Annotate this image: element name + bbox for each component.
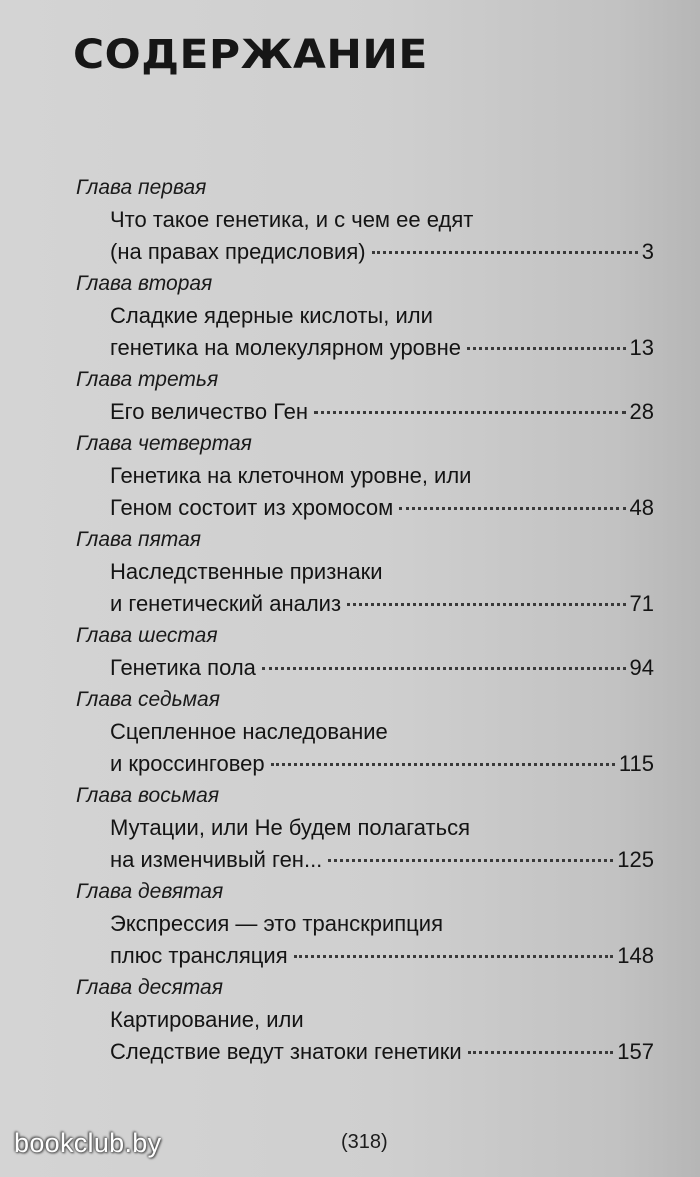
- chapter-title-line: Следствие ведут знатоки генетики: [110, 1039, 462, 1064]
- dot-leader: [271, 763, 615, 766]
- chapter-title-line: Его величество Ген: [110, 399, 309, 424]
- chapter-label: Глава шестая: [76, 624, 218, 647]
- chapter-page-number: 157: [617, 1039, 654, 1064]
- chapter-label: Глава девятая: [76, 880, 224, 903]
- chapter-title-row: [110, 332, 654, 364]
- chapter-entry: [110, 812, 654, 876]
- chapter-label: Глава четвертая: [76, 432, 252, 455]
- chapter-title-line: Генетика пола: [110, 655, 256, 680]
- dot-leader: [328, 859, 613, 862]
- chapter-title-row: [110, 492, 654, 524]
- chapter-title-row: [110, 844, 654, 876]
- chapter-label: Глава десятая: [76, 976, 223, 999]
- page-number: (318): [341, 1131, 388, 1153]
- toc-chapter: [74, 780, 654, 876]
- chapter-title-line: Что такое генетика, и с чем ее едят: [110, 207, 474, 232]
- toc-chapter: [74, 620, 654, 684]
- chapter-title-line: плюс трансляция: [110, 943, 288, 968]
- chapter-label: Глава первая: [76, 176, 207, 199]
- chapter-page-number: 48: [629, 495, 654, 520]
- chapter-title-line: Мутации, или Не будем полагаться: [110, 815, 470, 840]
- toc-chapter: [74, 172, 654, 268]
- chapter-title-row: [110, 588, 654, 620]
- chapter-title-row: [110, 940, 654, 972]
- chapter-page-number: 3: [641, 239, 654, 264]
- toc-chapter: [74, 684, 654, 780]
- chapter-title-line: Геном состоит из хромосом: [110, 495, 394, 520]
- chapter-title-line: и кроссинговер: [110, 751, 265, 776]
- chapter-title-line: генетика на молекулярном уровне: [110, 335, 461, 360]
- dot-leader: [372, 251, 638, 254]
- dot-leader: [468, 1051, 614, 1054]
- chapter-entry: [110, 716, 654, 780]
- page-title: СОДЕРЖАНИЕ: [73, 32, 428, 78]
- table-of-contents: [74, 172, 654, 1068]
- chapter-entry: [110, 1004, 654, 1068]
- chapter-page-number: 71: [629, 591, 654, 616]
- chapter-label: Глава седьмая: [76, 688, 220, 711]
- toc-chapter: [74, 268, 654, 364]
- toc-chapter: [74, 972, 654, 1068]
- chapter-title-row: [110, 1036, 654, 1068]
- toc-chapter: [74, 876, 654, 972]
- chapter-title-row: [110, 748, 654, 780]
- dot-leader: [399, 507, 625, 510]
- chapter-title-line: Экспрессия — это транскрипция: [110, 911, 443, 936]
- chapter-page-number: 125: [617, 847, 654, 872]
- chapter-title-line: Наследственные признаки: [110, 559, 383, 584]
- chapter-entry: [110, 652, 654, 684]
- chapter-page-number: 13: [629, 335, 654, 360]
- toc-chapter: [74, 364, 654, 428]
- chapter-title-row: [110, 396, 654, 428]
- site-watermark: bookclub.by: [14, 1128, 162, 1158]
- chapter-title-row: [110, 236, 654, 268]
- chapter-title-line: и генетический анализ: [110, 591, 342, 616]
- dot-leader: [294, 955, 614, 958]
- chapter-title-line: Сладкие ядерные кислоты, или: [110, 303, 433, 328]
- toc-chapter: [74, 524, 654, 620]
- chapter-entry: [110, 396, 654, 428]
- chapter-page-number: 115: [618, 751, 654, 776]
- dot-leader: [314, 411, 625, 414]
- chapter-entry: [110, 908, 654, 972]
- dot-leader: [347, 603, 625, 606]
- dot-leader: [467, 347, 626, 350]
- chapter-label: Глава восьмая: [76, 784, 220, 807]
- chapter-label: Глава пятая: [76, 528, 201, 551]
- chapter-entry: [110, 556, 654, 620]
- chapter-page-number: 28: [629, 399, 654, 424]
- chapter-title-line: (на правах предисловия): [110, 239, 366, 264]
- chapter-title-line: Сцепленное наследование: [110, 719, 388, 744]
- chapter-title-row: [110, 652, 654, 684]
- chapter-label: Глава третья: [76, 368, 219, 391]
- chapter-page-number: 148: [617, 943, 654, 968]
- toc-chapter: [74, 428, 654, 524]
- chapter-title-line: Генетика на клеточном уровне, или: [110, 463, 472, 488]
- chapter-page-number: 94: [629, 655, 654, 680]
- chapter-entry: [110, 300, 654, 364]
- chapter-title-line: на изменчивый ген...: [110, 847, 323, 872]
- chapter-title-line: Картирование, или: [110, 1007, 304, 1032]
- chapter-label: Глава вторая: [76, 272, 213, 295]
- chapter-entry: [110, 204, 654, 268]
- chapter-entry: [110, 460, 654, 524]
- dot-leader: [262, 667, 626, 670]
